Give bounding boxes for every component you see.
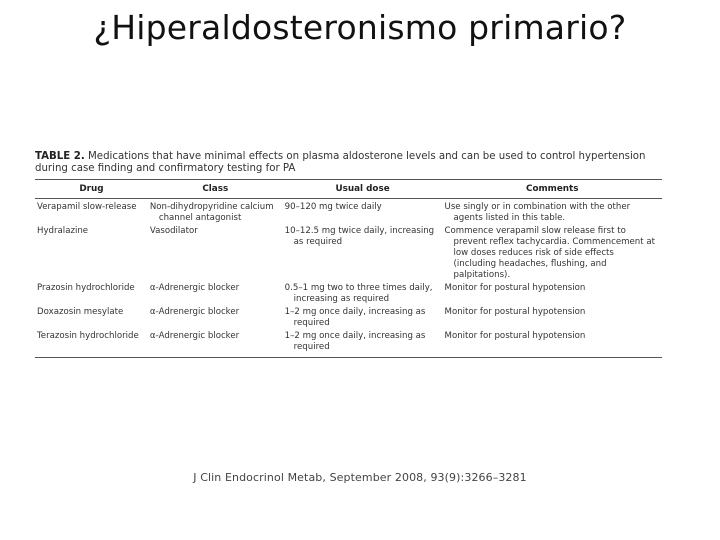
cell-class: α-Adrenergic blocker <box>149 331 240 341</box>
table-row <box>35 306 662 330</box>
cell-usual-dose: 10–12.5 mg twice daily, increasing as required <box>284 226 435 247</box>
cell-usual-dose: 1–2 mg once daily, increasing as required <box>284 307 426 328</box>
cell-usual-dose: 0.5–1 mg two to three times daily, increasing as required <box>284 283 433 304</box>
column-header-comments: Comments <box>443 180 662 199</box>
cell-drug: Doxazosin mesylate <box>37 307 124 317</box>
table-row <box>35 199 662 226</box>
table-row <box>35 330 662 354</box>
table-bottom-rule <box>35 357 662 358</box>
cell-comments: Monitor for postural hypotension <box>444 283 586 293</box>
slide-title: ¿Hiperaldosteronismo primario? <box>93 8 627 47</box>
medication-table-figure <box>35 151 662 358</box>
table-row <box>35 282 662 306</box>
cell-class: α-Adrenergic blocker <box>149 307 240 317</box>
medication-table <box>35 180 662 354</box>
cell-usual-dose: 1–2 mg once daily, increasing as required <box>284 331 426 352</box>
table-label: TABLE 2. <box>35 151 85 162</box>
column-header-usual-dose: Usual dose <box>283 180 443 199</box>
cell-drug: Hydralazine <box>37 226 89 236</box>
cell-comments: Monitor for postural hypotension <box>444 307 586 317</box>
column-header-drug: Drug <box>35 180 148 199</box>
cell-comments: Monitor for postural hypotension <box>444 331 586 341</box>
table-caption <box>35 151 662 175</box>
cell-class: Non-dihydropyridine calcium channel antagonist <box>149 202 274 223</box>
cell-comments: Use singly or in combination with the other agents listed in this table. <box>444 202 631 223</box>
cell-class: Vasodilator <box>149 226 198 236</box>
cell-class: α-Adrenergic blocker <box>149 283 240 293</box>
cell-drug: Terazosin hydrochloride <box>37 331 139 341</box>
table-header-row <box>35 180 662 199</box>
cell-drug: Prazosin hydrochloride <box>37 283 135 293</box>
column-header-class: Class <box>148 180 283 199</box>
cell-drug: Verapamil slow-release <box>37 202 137 212</box>
table-row <box>35 225 662 282</box>
cell-usual-dose: 90–120 mg twice daily <box>284 202 382 212</box>
cell-comments: Commence verapamil slow release first to prevent reflex tachycardia. Commencement at low doses reduces risk of side effects (including headaches, flushing, and palpitations). <box>444 226 655 280</box>
journal-citation: J Clin Endocrinol Metab, September 2008, 93(9):3266–3281 <box>193 471 527 484</box>
table-caption-text: Medications that have minimal effects on plasma aldosterone levels and can be used to control hypertension during case finding and confirmatory testing for PA <box>35 151 646 174</box>
